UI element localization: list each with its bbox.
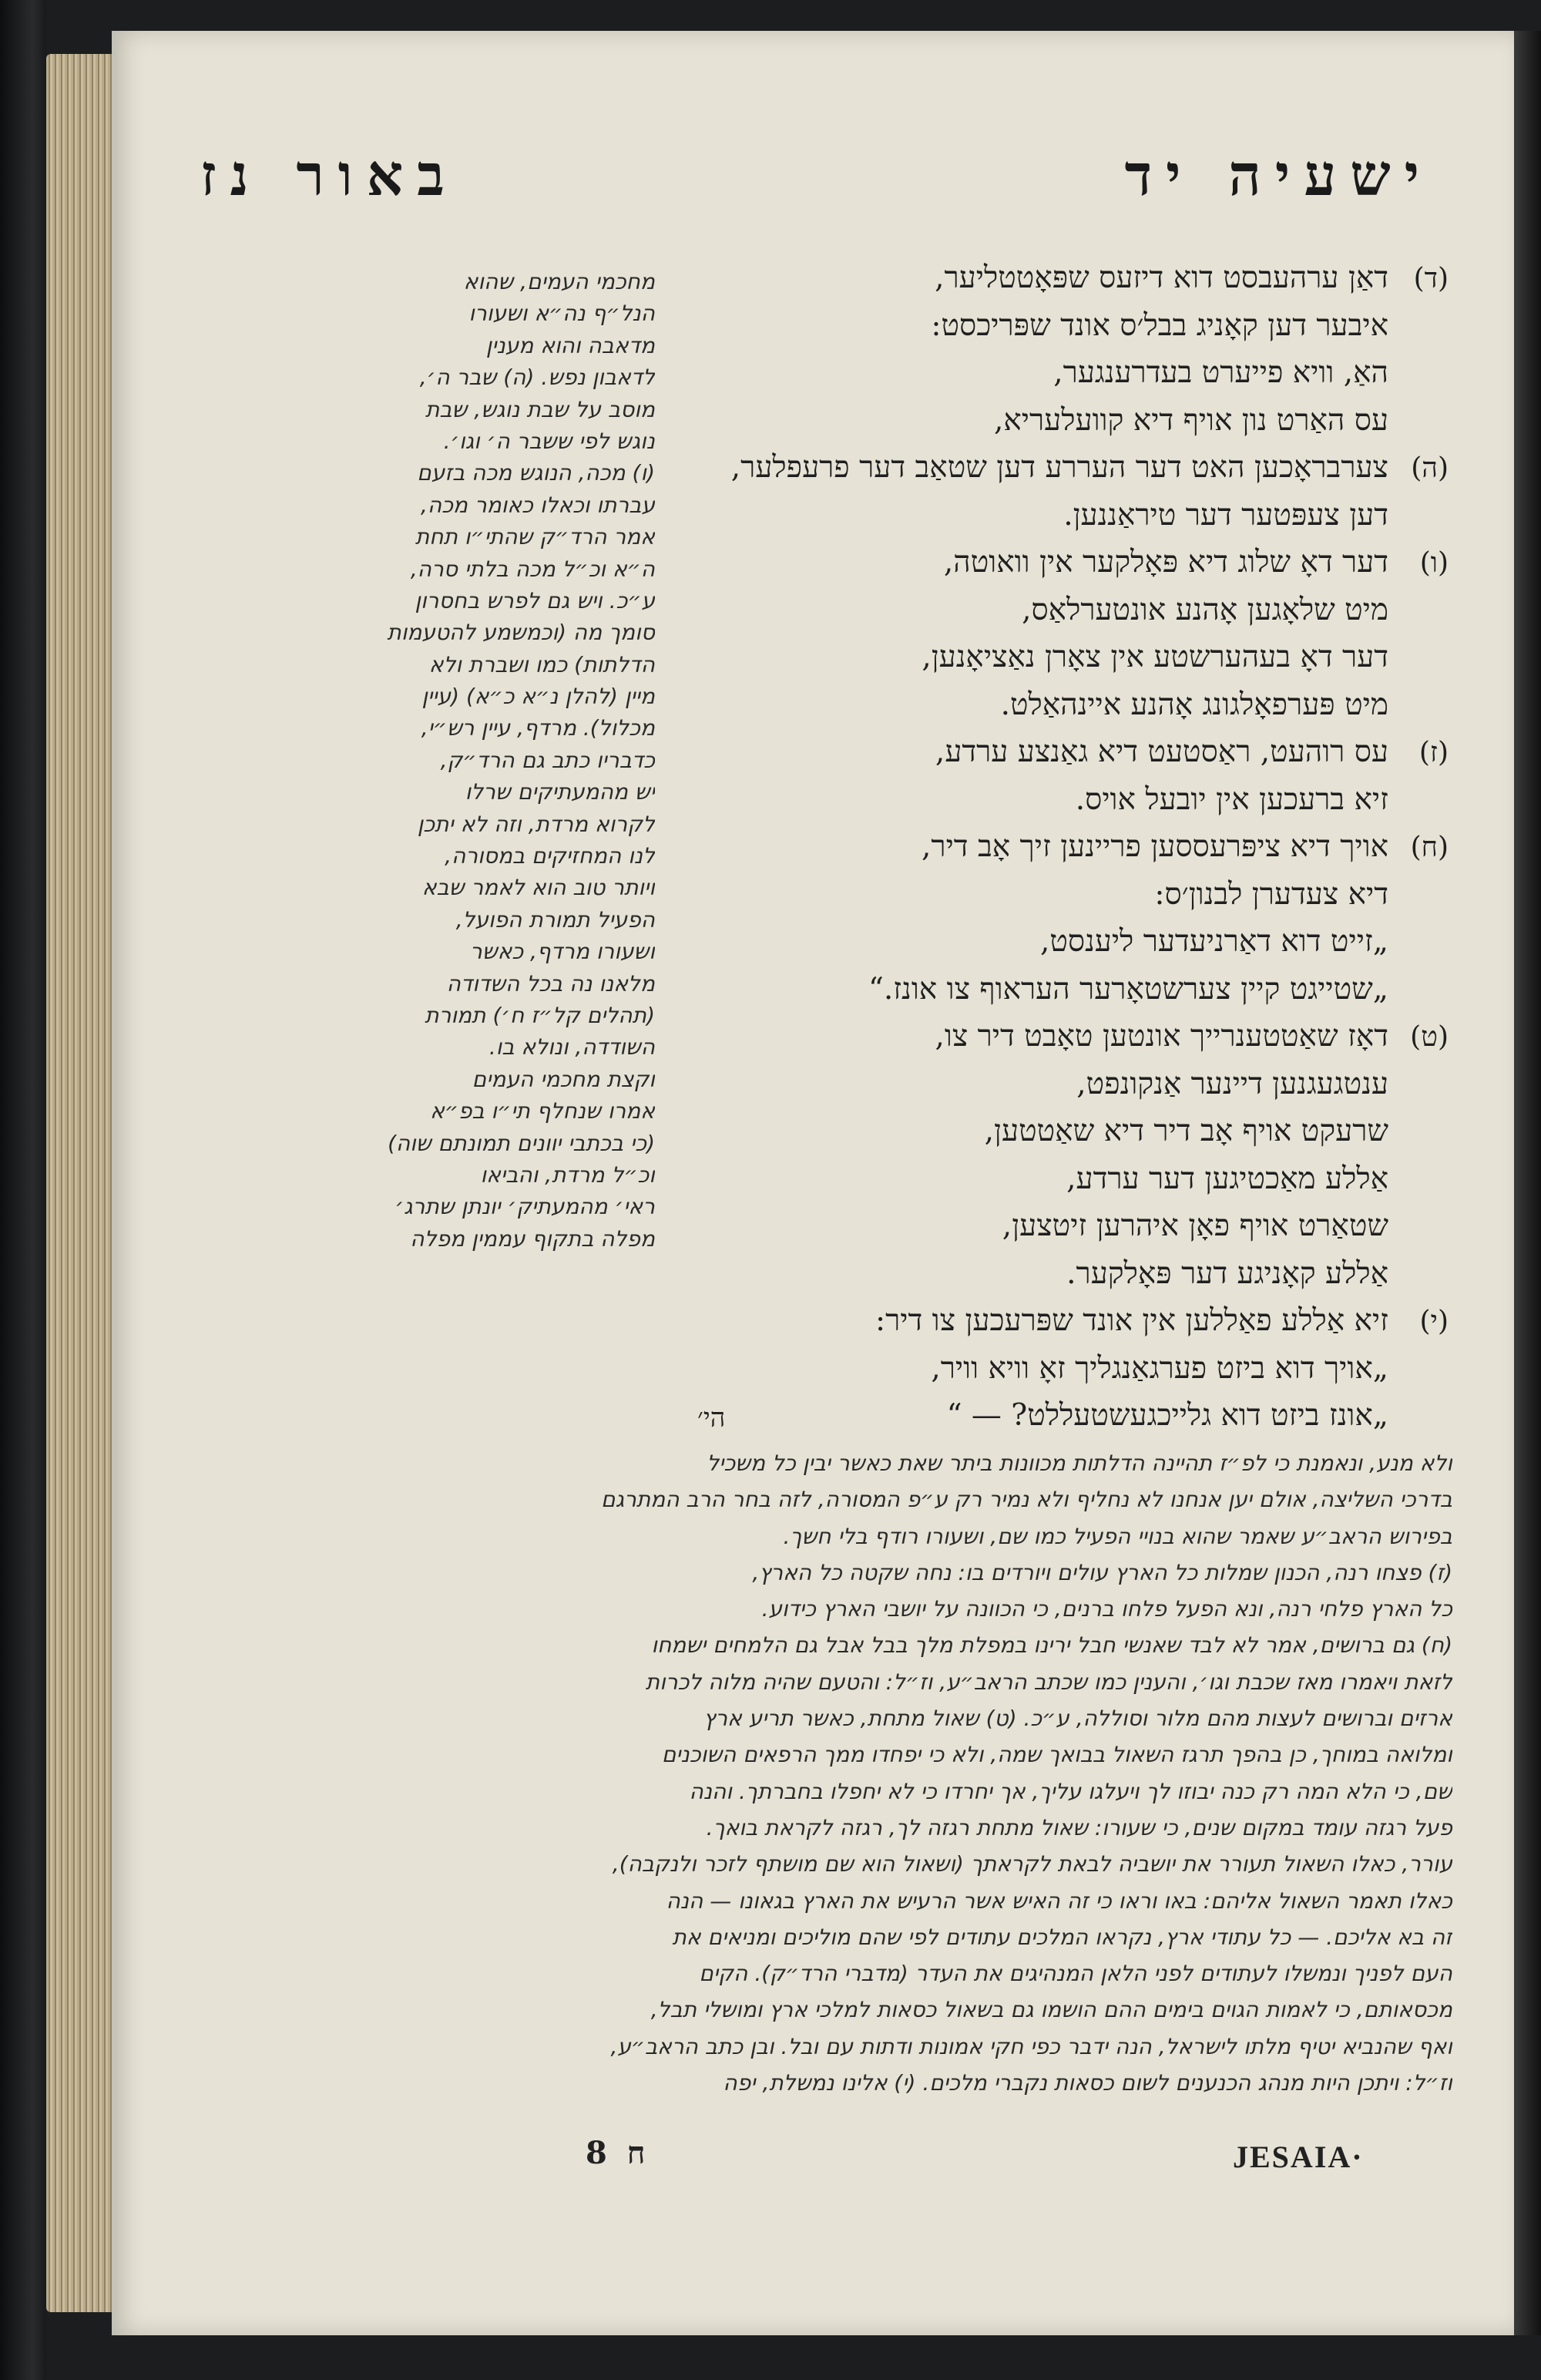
footnote-line: וז״ל: ויתכן היות מנהג הכנענים לשום כסאות נקברי מלכים. (י) אלינו נמשלת, יפה [723, 2070, 1452, 2096]
footnote-line: פעל רגזה עומד במקום שנים, כי שעורו: שאול מתחת רגזה לך, רגזה לקראת בואך. [706, 1814, 1452, 1840]
commentary-line: ע״כ. ויש גם לפרש בחסרון [415, 587, 655, 613]
page-shadow [1514, 31, 1541, 2335]
commentary-line: אמר הרד״ק שהתי״ו תחת [415, 524, 655, 550]
commentary-line: אמרו שנחלף תי״ו בפ״א [430, 1098, 655, 1124]
footnote-line: ארזים וברושים לעצות מהם מלור וסוללה, ע״כ. (ט) שאול מתחת, כאשר תריע ארץ [703, 1706, 1452, 1732]
verse-text: דער דאָ שלוג דיא פּאָלקער אין וואוטה, [943, 545, 1388, 580]
commentary-line: הפעיל תמורת הפועל, [455, 906, 655, 933]
commentary-line: עברתו וכאלו כאומר מכה, [421, 492, 655, 518]
verse-text: שטאַרט אויף פאָן איהרען זיטצען, [1002, 1208, 1388, 1243]
footnote-line: לזאת ויאמרו מאז שכבת וגו׳, והענין כמו שכתב הראב״ע, וז״ל: והטעם שהיה מלוה לכרות [645, 1669, 1452, 1695]
verse-line [678, 966, 1449, 1014]
commentary-line: ושעורו מרדף, כאשר [470, 939, 655, 965]
verse-text: אַללע מאַכטיגען דער ערדע, [1066, 1161, 1388, 1196]
verse-line [678, 1297, 1449, 1345]
footnote-line: (ז) פצחו רנה, הכנון שמלות כל הארץ עולים ויורדים בו: נחה שקטה כל הארץ, [752, 1559, 1452, 1585]
verse-text: דאָז שאַטטענרייך אונטען טאָבט דיר צו, [935, 1019, 1388, 1054]
commentary-line: וכ״ל מרדת, והביאו [480, 1161, 655, 1188]
verse-line [678, 823, 1449, 871]
verse-line [678, 1202, 1449, 1250]
commentary-line: מכלול). מרדף, עיין רש״י, [421, 715, 655, 741]
verse-line [678, 587, 1449, 634]
commentary-line: (תהלים קל״ז ח׳) תמורת [425, 1002, 655, 1028]
commentary-line: מדאבה והוא מענין [485, 332, 655, 358]
commentary-line: ויותר טוב הוא לאמר שבא [421, 875, 655, 901]
commentary-column [331, 266, 655, 1422]
footnote-line: ולא מנע, ונאמנת כי לפ״ז תהיינה הדלתות מכוונות ביתר שאת כאשר יבין כל משכיל [707, 1451, 1452, 1476]
footnote-line: כאלו תאמר השאול אליהם: באו וראו כי זה האיש אשר הרעיש את הארץ בגאונו — הנה [666, 1888, 1452, 1914]
verse-line [678, 444, 1449, 492]
footnote-line: מכסאותם, כי לאמות הגוים בימים ההם הושמו גם בשאול כסאות למלכי ארץ ומושלי תבל, [650, 1997, 1452, 2023]
verse-line [678, 254, 1449, 302]
commentary-line: וקצת מחכמי העמים [472, 1066, 655, 1092]
verse-line [678, 871, 1449, 919]
verse-text: אַללע קאָניגע דער פּאָלקער. [1066, 1256, 1388, 1291]
verse-line [678, 1061, 1449, 1108]
footnote-line: זה בא אליכם. — כל עתודי ארץ, נקראו המלכים עתודים לפי שהם מוליכים ומניאים את [672, 1924, 1452, 1950]
verse-text: „אונז ביזט דוא גלייכגעשטעללט? — “ [946, 1398, 1388, 1433]
commentary-line: (כי בכתבי יוונים תמונתם שוה) [388, 1130, 655, 1156]
commentary-line: (ו) מכה, הנוגש מכה בזעם [417, 460, 655, 486]
verse-number: (ט) [1410, 1021, 1449, 1053]
footnote-line: (ח) גם ברושים, אמר לא לבד שאנשי חבל ירינו במפלת מלך בבל אבל גם הלמחים ישמחו [651, 1632, 1452, 1659]
verse-number: (ו) [1419, 547, 1449, 579]
verse-text: האַ, וויא פייערט בעדרענגער, [1053, 355, 1388, 390]
footnote-line: העם לפניך ונמשלו לעתודים לפני הלאן המנהיגים את העדר (מדברי הרד״ק). הקים [699, 1961, 1452, 1987]
book-name-footer: JESAIA· [1233, 2140, 1364, 2174]
commentary-line: מפלה בתקוף עממין מפלה [410, 1225, 655, 1252]
commentary-line: לנו המחזיקים במסורה, [445, 843, 655, 869]
commentary-line: נוגש לפי ששבר ה׳ וגו׳. [443, 428, 655, 454]
footnote-line: ומלואה במוחך, כן בהפך תרגז השאול בבואך שמה, ולא כי יפחדו ממך הרפאים השוכנים [661, 1742, 1452, 1768]
footnote-line: שם, כי הלא המה רק כנה יבוזו לך ויעלגו עליך, אך יחרדו כי לא יחפלו בחברתך. והנה [689, 1778, 1452, 1804]
verse-line [678, 1392, 1449, 1440]
footnote-line: בפירוש הראב״ע שאמר שהוא בנויי הפעיל כמו שם, ושעורו רודף בלי חשך. [783, 1523, 1452, 1549]
commentary-line: הדלתות) כמו ושברת ולא [428, 651, 655, 677]
signature-mark: 8 ח [586, 2135, 650, 2171]
commentary-line: ה״א וכ״ל מכה בלתי סרה, [410, 556, 655, 582]
verse-number: (ד) [1413, 263, 1449, 294]
verse-text: מיט פּערפאָלגונג אָהנע איינהאַלט. [1000, 687, 1388, 722]
verse-text: איבער דען קאָניג בבל׳ס אונד שפּריכסט: [931, 308, 1388, 343]
verse-number: (י) [1419, 1306, 1449, 1337]
book-binding [0, 0, 46, 2380]
commentary-line: מוסב על שבת נוגש, שבת [425, 396, 655, 422]
commentary-line: השודדה, ונולא בו. [488, 1034, 655, 1061]
verse-text: עס רוהעט, ראַסטעט דיא גאַנצע ערדע, [935, 735, 1388, 769]
verse-line [678, 1155, 1449, 1203]
verse-number: (ח) [1410, 832, 1449, 863]
commentary-line: הנל״ף נה״א ושעורו [468, 301, 655, 327]
commentary-line: יש מהמעתיקים שרלו [465, 779, 655, 805]
verse-text: דען צעפּטער דער טיראַננען. [1063, 497, 1388, 533]
commentary-footnotes [331, 1445, 1452, 2123]
verse-text: דאַן ערהעבסט דוא דיזעס שפּאָטטליער, [935, 261, 1388, 295]
verse-line [678, 918, 1449, 966]
commentary-line: מלאנו נה בכל השדודה [446, 970, 655, 997]
verse-line [678, 1250, 1449, 1298]
page-header [200, 143, 1433, 212]
commentary-line: סומך מה (וכמשמע להטעמות [387, 620, 655, 646]
verse-text: ענטגעגנען דיינער אַנקונפט, [1076, 1066, 1388, 1101]
verse-line [678, 681, 1449, 729]
verse-number: (ה) [1411, 452, 1449, 484]
verse-line [678, 539, 1449, 587]
verse-line [678, 634, 1449, 681]
footnote-line: ואף שהנביא יטיף מלתו לישראל, הנה ידבר כפי חקי אמונות ודתות עם ובל. ובן כתב הראב״ע, [610, 2033, 1452, 2059]
verse-text: שרעקט אויף אָב דיר דיא שאַטטען, [984, 1114, 1388, 1148]
verse-line [678, 1108, 1449, 1155]
footnote-line: בדרכי השליצה, אולם יען אנחנו לא נחליף ולא נמיר רק ע״פ המסורה, לזה בחר הרב המתרגם [600, 1487, 1452, 1513]
commentary-line: מיין (להלן נ״א כ״א) (עיין [421, 684, 655, 710]
verse-text: „שטייגט קיין צערשטאָרער העראוף צו אונז.“ [868, 971, 1388, 1007]
footnote-line: עורר, כאלו השאול תעורר את יושביה לבאת לקראתך (ושאול הוא שם מושתף לזכר ולנקבה), [612, 1851, 1452, 1877]
verse-line [678, 397, 1449, 445]
catchword: הי׳ [697, 1403, 726, 1434]
verse-line [678, 349, 1449, 397]
commentary-line: לדאבון נפש. (ה) שבר ה׳, [419, 365, 655, 391]
verse-line [678, 728, 1449, 776]
page-title-right: ישעיה יד [1124, 143, 1433, 209]
verse-text: זיא ברעכען אין יובעל אויס. [1075, 782, 1388, 817]
verse-number: (ז) [1418, 737, 1449, 768]
verse-text: עס האַרט נון אויף דיא קוועלעריא, [994, 402, 1388, 438]
commentary-line: מחכמי העמים, שהוא [463, 269, 655, 294]
commentary-line: ראי׳ מהמעתיק׳ יונתן שתרג׳ [394, 1194, 655, 1220]
verse-text: זיא אַללע פאַללען אין אונד שפּרעכען צו דיר: [875, 1303, 1388, 1338]
verse-text: „זייט דוא דאַרניעדער ליענסט, [1039, 924, 1388, 959]
verse-text: „אויך דוא ביזט פערגאַנגליך זאָ וויא וויר, [931, 1350, 1388, 1386]
verse-line [678, 492, 1449, 540]
verse-text: דער דאָ בעהערשטע אין צאָרן נאַציאָנען, [922, 640, 1388, 674]
verse-line [678, 1345, 1449, 1393]
page-title-left: באור נז [200, 143, 458, 209]
commentary-line: לקרוא מרדת, וזה לא יתכן [417, 811, 655, 837]
verse-text: מיט שלאָגען אָהנע אונטערלאַס, [1022, 592, 1388, 627]
verse-line [678, 776, 1449, 824]
footnote-line: כל הארץ פלחי רנה, ונא הפעל פלחו ברנים, כי הכוונה על יושבי הארץ כידוע. [761, 1596, 1452, 1622]
verse-text: דיא צעדערן לבנון׳ס: [1154, 876, 1388, 912]
verse-text: צערבראָכען האט דער העררע דען שטאַב דער פרעפלער, [730, 450, 1388, 485]
verse-line [678, 302, 1449, 350]
verse-text: אויך דיא ציפּרעססען פריינען זיך אָב דיר, [922, 829, 1388, 864]
page-edges [46, 54, 112, 2312]
commentary-line: כדבריו כתב גם הרד״ק, [440, 747, 655, 773]
verse-line [678, 1013, 1449, 1061]
